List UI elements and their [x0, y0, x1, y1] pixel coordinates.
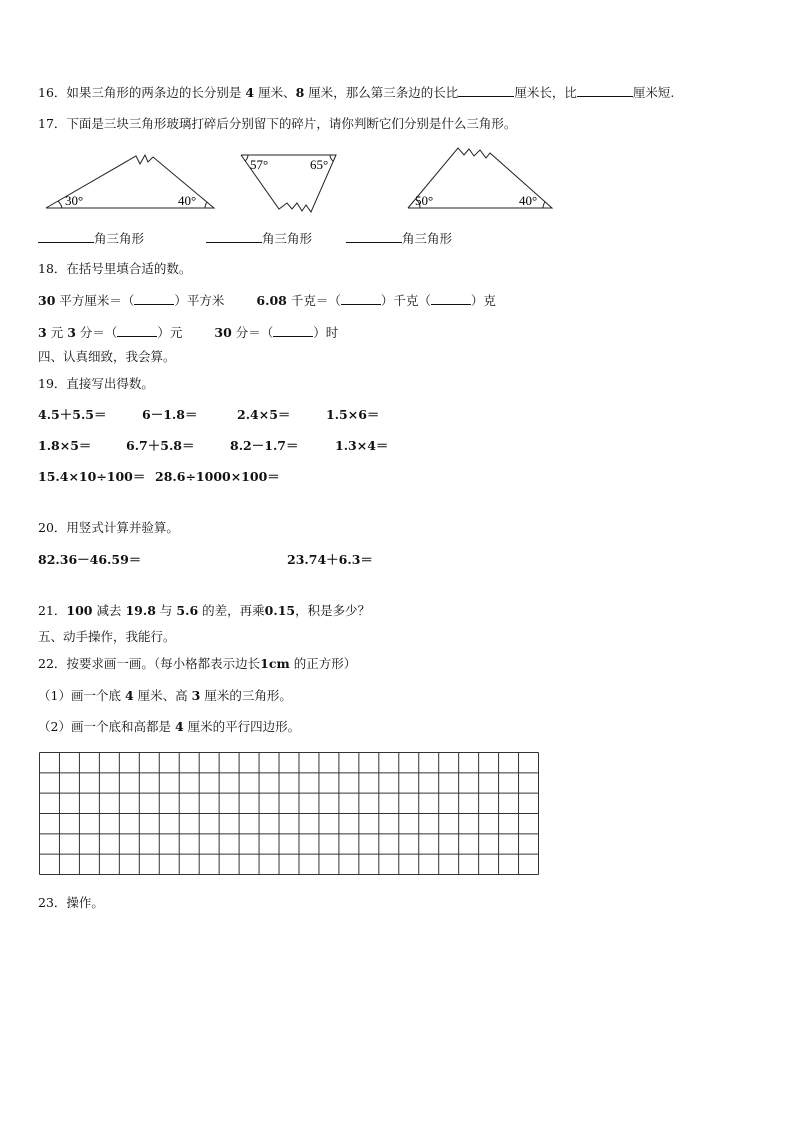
q21-number: 5.6: [176, 603, 199, 618]
answer-blank[interactable]: [458, 84, 514, 97]
answer-suffix: 角三角形: [94, 231, 145, 246]
q18-number: 6.08: [256, 293, 287, 308]
angle-label: 40°: [519, 193, 538, 208]
angle-label: 30°: [65, 193, 84, 208]
q18-text: ）千克（: [380, 293, 431, 308]
q21-number: 0.15: [264, 603, 296, 618]
q17-line: [38, 116, 516, 132]
answer-suffix: 角三角形: [402, 231, 453, 246]
q17-answer-3: [346, 230, 452, 247]
q16-value-2: 8: [295, 85, 305, 100]
q19-expr: 2.4×5＝: [237, 407, 291, 422]
q22-sub-1: [38, 688, 292, 704]
answer-blank[interactable]: [206, 230, 262, 243]
sub-label: （1）: [38, 688, 71, 703]
answer-blank[interactable]: [431, 292, 471, 305]
q18-text: 元: [50, 325, 64, 340]
question-number: 16．: [38, 85, 67, 100]
q22-sub-2: [38, 719, 300, 735]
q16-text-d: 厘米长，比: [514, 85, 577, 100]
section-heading-4: 四、认真细致，我会算。: [38, 349, 176, 364]
question-number: 23．: [38, 895, 67, 910]
q22-sub-text: 画一个底: [70, 688, 121, 703]
q21-number: 100: [66, 603, 93, 618]
q18-text: ）克: [470, 293, 496, 308]
q16-text-e: 厘米短.: [632, 85, 675, 100]
triangle-fragment-1: [46, 155, 214, 208]
answer-blank[interactable]: [38, 230, 94, 243]
triangle-fragments-figure: [0, 145, 794, 225]
q18-number: 3: [67, 325, 76, 340]
answer-blank[interactable]: [117, 324, 157, 337]
question-number: 19．: [38, 376, 67, 391]
q16-text-a: 如果三角形的两条边的长分别是: [66, 85, 242, 100]
q19-expr: 1.8×5＝: [38, 438, 92, 453]
q20-expr: 82.36－46.59＝: [38, 552, 142, 567]
q21-text: ，积是多少？: [295, 603, 371, 618]
q16-value-1: 4: [245, 85, 255, 100]
q18-line: [38, 261, 191, 277]
angle-label: 40°: [178, 193, 197, 208]
q22-number: 4: [174, 719, 184, 734]
q22-number: 4: [124, 688, 134, 703]
q16-text-c: 厘米，那么第三条边的长比: [308, 85, 459, 100]
q22-sub-text: 厘米的三角形。: [204, 688, 292, 703]
q18-text: 分＝（: [235, 325, 274, 340]
section-heading-5: 五、动手操作，我能行。: [38, 629, 176, 644]
q19-expr: 28.6÷1000×100＝: [155, 469, 280, 484]
question-number: 22．: [38, 656, 67, 671]
q19-expr: 6.7＋5.8＝: [126, 438, 195, 453]
q19-line: [38, 376, 154, 392]
q20-text: 用竖式计算并验算。: [66, 520, 179, 535]
question-number: 17．: [38, 116, 67, 131]
q21-number: 19.8: [125, 603, 156, 618]
question-number: 21．: [38, 603, 67, 618]
q22-text-b: 的正方形）: [293, 656, 357, 671]
q22-number: 3: [191, 688, 201, 703]
q18-text: 平方厘米＝（: [59, 293, 135, 308]
q20-line: [38, 520, 179, 536]
question-number: 18．: [38, 261, 67, 276]
answer-blank[interactable]: [346, 230, 402, 243]
q18-number: 3: [38, 325, 47, 340]
q17-answer-2: [206, 230, 312, 247]
q18-text: 在括号里填合适的数。: [66, 261, 192, 276]
q21-text: 与: [159, 603, 173, 618]
answer-blank[interactable]: [341, 292, 381, 305]
q19-expr: 6－1.8＝: [142, 407, 198, 422]
q17-text: 下面是三块三角形玻璃打碎后分别留下的碎片，请你判断它们分别是什么三角形。: [66, 116, 517, 131]
q21-line: [38, 603, 370, 619]
question-number: 20．: [38, 520, 67, 535]
q22-text-a: 按要求画一画。（每小格都表示边长: [66, 656, 261, 671]
triangle-fragment-2: [241, 155, 336, 212]
q18-text: ）元: [157, 325, 183, 340]
q18-text: 千克＝（: [290, 293, 341, 308]
triangle-fragment-3: [408, 148, 552, 208]
q19-expr: 1.5×6＝: [326, 407, 380, 422]
q23-line: [38, 895, 104, 911]
q19-expr: 15.4×10÷100＝: [38, 469, 146, 484]
q22-unit: 1cm: [260, 656, 290, 671]
answer-suffix: 角三角形: [262, 231, 313, 246]
q20-expr: 23.74＋6.3＝: [287, 552, 373, 567]
q21-text: 减去: [96, 603, 122, 618]
q21-text: 的差，再乘: [202, 603, 265, 618]
q22-sub-text: 厘米的平行四边形。: [187, 719, 301, 734]
angle-label: 50°: [415, 193, 434, 208]
q19-text: 直接写出得数。: [66, 376, 154, 391]
q18-text: ）时: [313, 325, 339, 340]
q16-line: [38, 84, 674, 101]
drawing-grid[interactable]: [39, 752, 539, 876]
angle-label: 65°: [310, 157, 329, 172]
q23-text: 操作。: [66, 895, 104, 910]
q17-answer-1: [38, 230, 144, 247]
q22-line: [38, 656, 356, 672]
q19-expr: 1.3×4＝: [335, 438, 389, 453]
q18-number: 30: [214, 325, 232, 340]
q22-sub-text: 画一个底和高都是: [70, 719, 171, 734]
q18-number: 30: [38, 293, 56, 308]
angle-label: 57°: [250, 157, 269, 172]
sub-label: （2）: [38, 719, 71, 734]
answer-blank[interactable]: [577, 84, 633, 97]
q19-expr: 4.5＋5.5＝: [38, 407, 107, 422]
q18-row-1: [38, 292, 496, 309]
q18-text: 分＝（: [79, 325, 118, 340]
answer-blank[interactable]: [273, 324, 313, 337]
q19-expr: 8.2－1.7＝: [230, 438, 299, 453]
q16-text-b: 厘米、: [258, 85, 296, 100]
q18-row-2: [38, 324, 338, 341]
q22-sub-text: 厘米、高: [137, 688, 188, 703]
answer-blank[interactable]: [134, 292, 174, 305]
q18-text: ）平方米: [174, 293, 225, 308]
